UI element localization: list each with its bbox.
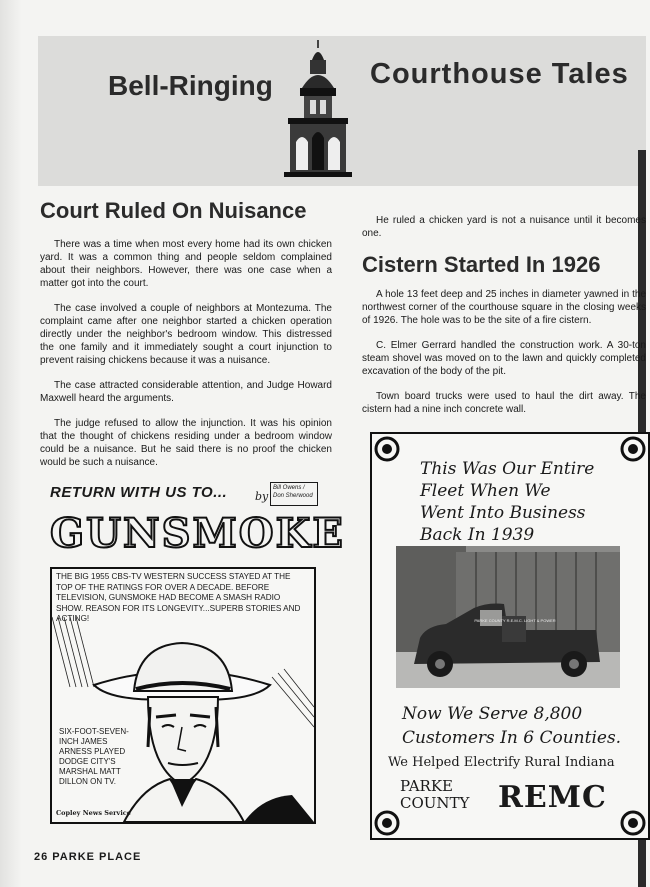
article-paragraph: The case involved a couple of neighbors at Montezuma. The complaint came after one neighbor started a chicken operation directly under the neighbor's bedroom window. This distressed the one family and it immediately sought a court injunction to prevent raising chickens because it was a nuisance. — [40, 303, 332, 366]
article-paragraph: There was a time when most every home had its own chicken yard. It was a common thing and people seldom complained about their neighbors. However, there was one case when a matter got into the court. — [40, 239, 332, 289]
right-column — [362, 214, 646, 428]
article-court-nuisance — [40, 198, 332, 481]
truck-door-text: PARKE COUNTY R.E.M.C. LIGHT & POWER — [474, 618, 556, 623]
article-paragraph: The judge refused to allow the injunction. It was his opinion that the thought of chickens residing under a bedroom window could be a nuisance. But he said there is no proof the chicken would be such a nuisance. — [40, 418, 332, 468]
gunsmoke-comic-panel — [32, 480, 345, 840]
page-footer: 26 PARKE PLACE — [34, 851, 142, 863]
page-binding-edge — [0, 0, 22, 887]
ad-remc-logo: REMC — [498, 780, 607, 815]
gunsmoke-signature: Bill Owens / Don Sherwood — [270, 482, 318, 506]
header-title-right: Courthouse Tales — [370, 58, 629, 90]
gunsmoke-title: GUNSMOKE — [50, 510, 345, 557]
courthouse-tower-illustration — [282, 38, 354, 178]
article-heading: Court Ruled On Nuisance — [40, 198, 307, 223]
ad-now-serve — [402, 702, 642, 750]
article-paragraph: The case attracted considerable attention, and Judge Howard Maxwell heard the arguments. — [40, 380, 332, 404]
ad-headline — [420, 458, 642, 546]
corner-rosette-icon — [374, 810, 400, 836]
ad-parke-word: PARKE — [400, 777, 453, 795]
gunsmoke-caption: THE BIG 1955 CBS-TV WESTERN SUCCESS STAYED AT THE TOP OF THE RATINGS FOR OVER A DECADE. BEFORE TELEVISION, GUNSMOKE HAD BECOME A SMASH RADIO SHOW. REASON FOR ITS LONGEVITY...SUPERB STORIES AND ACTING! — [56, 572, 301, 623]
header-title-left: Bell-Ringing — [108, 70, 273, 101]
gunsmoke-by: by — [255, 490, 269, 503]
article-continuation: He ruled a chicken yard is not a nuisance until it becomes one. — [362, 215, 646, 239]
article-paragraph: C. Elmer Gerrard handled the construction work. A 30-ton steam shovel was moved on to the lawn and quickly completed excavation of the body of the pit. — [362, 340, 646, 377]
truck-photo — [396, 546, 620, 688]
ad-parke-county — [400, 778, 469, 812]
ad-county-word: COUNTY — [400, 794, 470, 812]
article-heading: Cistern Started In 1926 — [362, 252, 601, 277]
article-paragraph: A hole 13 feet deep and 25 inches in diameter yawned in the northwest corner of the courthouse square in the closing weeks of 1926. The hole was to be the site of a fire cistern. — [362, 289, 646, 326]
ad-headline-line: Went Into Business — [420, 503, 586, 523]
ad-headline-line: Fleet When We — [420, 481, 551, 501]
ad-now-line: Now We Serve 8,800 — [402, 704, 583, 724]
cowboy-portrait-illustration — [52, 617, 314, 822]
article-paragraph: Town board trucks were used to haul the dirt away. The cistern had a nine inch concrete wall. — [362, 391, 646, 415]
gunsmoke-credit: Copley News Service — [56, 809, 131, 817]
gunsmoke-return-text: RETURN WITH US TO... — [50, 484, 228, 501]
ad-headline-line: Back In 1939 — [420, 525, 535, 545]
corner-rosette-icon — [374, 436, 400, 462]
gunsmoke-illustration-frame — [50, 567, 316, 824]
gunsmoke-portrait-label: SIX-FOOT-SEVEN-INCH JAMES ARNESS PLAYED DODGE CITY'S MARSHAL MATT DILLON ON TV. — [59, 727, 129, 786]
remc-advertisement — [370, 432, 650, 840]
corner-rosette-icon — [620, 810, 646, 836]
ad-headline-line: This Was Our Entire — [420, 459, 595, 479]
ad-now-line: Customers In 6 Counties. — [402, 728, 622, 748]
ad-tagline: We Helped Electrify Rural Indiana — [388, 755, 615, 770]
